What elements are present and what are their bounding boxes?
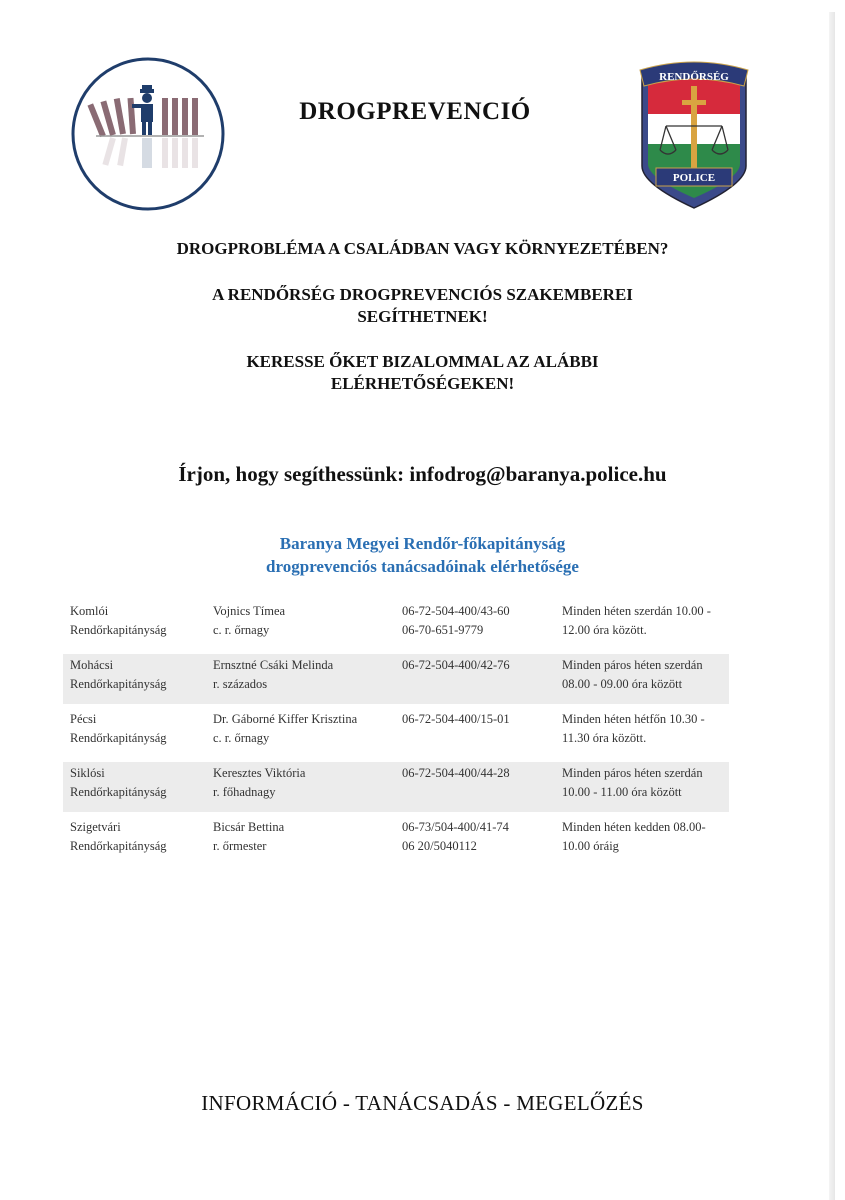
office-cell — [70, 602, 200, 640]
person-name: Bicsár Bettina — [213, 820, 285, 834]
phone-1: 06-72-504-400/42-76 — [402, 658, 510, 672]
person-rank: r. százados — [213, 677, 268, 691]
person-name: Keresztes Viktória — [213, 766, 306, 780]
headline-trust-line2: ELÉRHETŐSÉGEKEN! — [330, 374, 515, 393]
person-rank: c. r. őrnagy — [213, 623, 270, 637]
phone-1: 06-72-504-400/43-60 — [402, 604, 510, 618]
phone-2: 06 20/5040112 — [402, 839, 477, 853]
headline-trust-line1: KERESSE ŐKET BIZALOMMAL AZ ALÁBBI — [246, 352, 599, 371]
phone-cell — [402, 602, 552, 640]
office-type: Rendőrkapitányság — [70, 731, 167, 745]
drug-prevention-logo — [70, 56, 226, 212]
badge-bottom-text: POLICE — [672, 172, 716, 184]
person-cell — [213, 656, 393, 694]
subtitle-line2: drogprevenciós tanácsadóinak elérhetősége — [266, 557, 579, 576]
headline-question-text: DROGPROBLÉMA A CSALÁDBAN VAGY KÖRNYEZETÉBEN? — [176, 239, 669, 258]
footer-slogan: INFORMÁCIÓ - TANÁCSADÁS - MEGELŐZÉS — [201, 1091, 644, 1115]
office-cell — [70, 710, 200, 748]
office-type: Rendőrkapitányság — [70, 677, 167, 691]
hours-cell — [562, 656, 732, 694]
office-name: Pécsi — [70, 712, 97, 726]
phone-cell — [402, 710, 552, 729]
person-cell — [213, 764, 393, 802]
office-name: Komlói — [70, 604, 109, 618]
phone-1: 06-72-504-400/44-28 — [402, 766, 510, 780]
office-cell — [70, 764, 200, 802]
person-name: Dr. Gáborné Kiffer Krisztina — [213, 712, 358, 726]
hours-line2: 10.00 - 11.00 óra között — [562, 785, 682, 799]
person-cell — [213, 818, 393, 856]
person-cell — [213, 602, 393, 640]
person-name: Ernsztné Csáki Melinda — [213, 658, 334, 672]
office-name: Mohácsi — [70, 658, 114, 672]
headline-question — [0, 238, 845, 260]
hours-cell — [562, 764, 732, 802]
hours-line1: Minden héten kedden 08.00- — [562, 820, 706, 834]
table-row — [63, 654, 729, 704]
hours-line2: 10.00 óráig — [562, 839, 619, 853]
hours-cell — [562, 602, 732, 640]
office-name: Siklósi — [70, 766, 105, 780]
hours-line1: Minden héten szerdán 10.00 - — [562, 604, 711, 618]
office-name: Szigetvári — [70, 820, 121, 834]
office-type: Rendőrkapitányság — [70, 623, 167, 637]
headline-trust — [0, 351, 845, 395]
phone-1: 06-72-504-400/15-01 — [402, 712, 510, 726]
hours-cell — [562, 710, 732, 748]
phone-1: 06-73/504-400/41-74 — [402, 820, 509, 834]
phone-2: 06-70-651-9779 — [402, 623, 484, 637]
office-type: Rendőrkapitányság — [70, 785, 167, 799]
table-row — [63, 816, 729, 866]
hours-cell — [562, 818, 732, 856]
headline-specialists — [0, 284, 845, 328]
email-line: Írjon, hogy segíthessünk: infodrog@baranya.police.hu — [178, 462, 667, 486]
badge-top-text: RENDŐRSÉG — [659, 71, 729, 83]
phone-cell — [402, 818, 552, 856]
phone-cell — [402, 764, 552, 783]
person-name: Vojnics Tímea — [213, 604, 286, 618]
office-cell — [70, 818, 200, 856]
hours-line1: Minden héten hétfőn 10.30 - — [562, 712, 705, 726]
page-title: DROGPREVENCIÓ — [299, 98, 531, 125]
hours-line1: Minden páros héten szerdán — [562, 766, 703, 780]
person-rank: r. főhadnagy — [213, 785, 276, 799]
hours-line2: 11.30 óra között. — [562, 731, 647, 745]
office-type: Rendőrkapitányság — [70, 839, 167, 853]
sword-icon — [691, 86, 697, 176]
person-cell — [213, 710, 393, 748]
contacts-subtitle — [0, 532, 845, 578]
phone-cell — [402, 656, 552, 675]
contacts-table — [63, 600, 729, 870]
subtitle-line1: Baranya Megyei Rendőr-főkapitányság — [279, 534, 566, 553]
table-row — [63, 762, 729, 812]
headline-specialists-line2: SEGÍTHETNEK! — [357, 307, 488, 326]
person-rank: c. r. őrnagy — [213, 731, 270, 745]
table-row — [63, 708, 729, 758]
office-cell — [70, 656, 200, 694]
headline-specialists-line1: A RENDŐRSÉG DROGPREVENCIÓS SZAKEMBEREI — [212, 285, 633, 304]
page-edge-shadow — [829, 12, 835, 1200]
hours-line1: Minden páros héten szerdán — [562, 658, 703, 672]
person-rank: r. őrmester — [213, 839, 267, 853]
hours-line2: 08.00 - 09.00 óra között — [562, 677, 683, 691]
police-badge — [636, 56, 752, 212]
table-row — [63, 600, 729, 650]
hours-line2: 12.00 óra között. — [562, 623, 647, 637]
